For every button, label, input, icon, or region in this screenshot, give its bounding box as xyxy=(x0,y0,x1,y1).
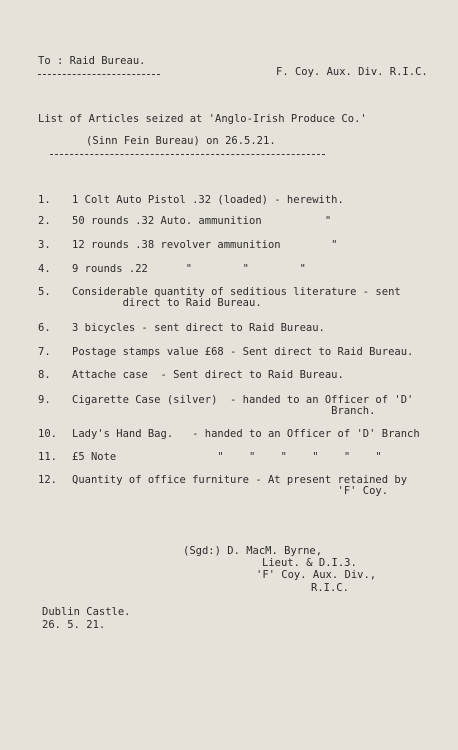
item-number: 6. xyxy=(38,322,51,334)
signature-line-1: (Sgd:) D. MacM. Byrne, xyxy=(183,545,323,557)
item-text-line: Cigarette Case (silver) - handed to an Officer of 'D' xyxy=(72,394,414,406)
item-text-line: 9 rounds .22 " " " xyxy=(72,263,306,275)
item-text-line: Quantity of office furniture - At present retained by xyxy=(72,474,408,486)
item-text-line: 3 bicycles - sent direct to Raid Bureau. xyxy=(72,322,325,334)
to-underline xyxy=(38,74,160,75)
item-text-line: Attache case - Sent direct to Raid Bureau. xyxy=(72,369,344,381)
item-number: 5. xyxy=(38,286,51,298)
title-underline xyxy=(50,154,325,155)
item-number: 8. xyxy=(38,369,51,381)
item-text-line: 50 rounds .32 Auto. ammunition " xyxy=(72,215,332,227)
item-text-line: Lady's Hand Bag. - handed to an Officer of 'D' Branch xyxy=(72,428,420,440)
title-line-1: List of Articles seized at 'Anglo-Irish Produce Co.' xyxy=(38,113,367,125)
footer-place: Dublin Castle. xyxy=(42,606,131,618)
item-text-line: 'F' Coy. xyxy=(72,485,389,497)
item-number: 9. xyxy=(38,394,51,406)
item-number: 12. xyxy=(38,474,57,486)
item-number: 7. xyxy=(38,346,51,358)
footer-date: 26. 5. 21. xyxy=(42,619,106,631)
item-text-line: direct to Raid Bureau. xyxy=(72,297,262,309)
item-number: 11. xyxy=(38,451,57,463)
item-text-line: 12 rounds .38 revolver ammunition " xyxy=(72,239,338,251)
item-number: 2. xyxy=(38,215,51,227)
item-text-line: Postage stamps value £68 - Sent direct to Raid Bureau. xyxy=(72,346,414,358)
from-unit: F. Coy. Aux. Div. R.I.C. xyxy=(276,66,428,78)
item-text-line: Branch. xyxy=(72,405,376,417)
item-text-line: 1 Colt Auto Pistol .32 (loaded) - herewith. xyxy=(72,194,344,206)
signature-line-2: Lieut. & D.I.3. xyxy=(262,557,357,569)
item-text-line: Considerable quantity of seditious literature - sent xyxy=(72,286,401,298)
signature-line-3: 'F' Coy. Aux. Div., xyxy=(256,569,377,581)
item-number: 3. xyxy=(38,239,51,251)
item-number: 1. xyxy=(38,194,51,206)
to-line: To : Raid Bureau. xyxy=(38,55,146,67)
item-number: 10. xyxy=(38,428,57,440)
item-number: 4. xyxy=(38,263,51,275)
item-text-line: £5 Note " " " " " " xyxy=(72,451,382,463)
title-line-2: (Sinn Fein Bureau) on 26.5.21. xyxy=(86,135,276,147)
signature-line-4: R.I.C. xyxy=(311,582,349,594)
